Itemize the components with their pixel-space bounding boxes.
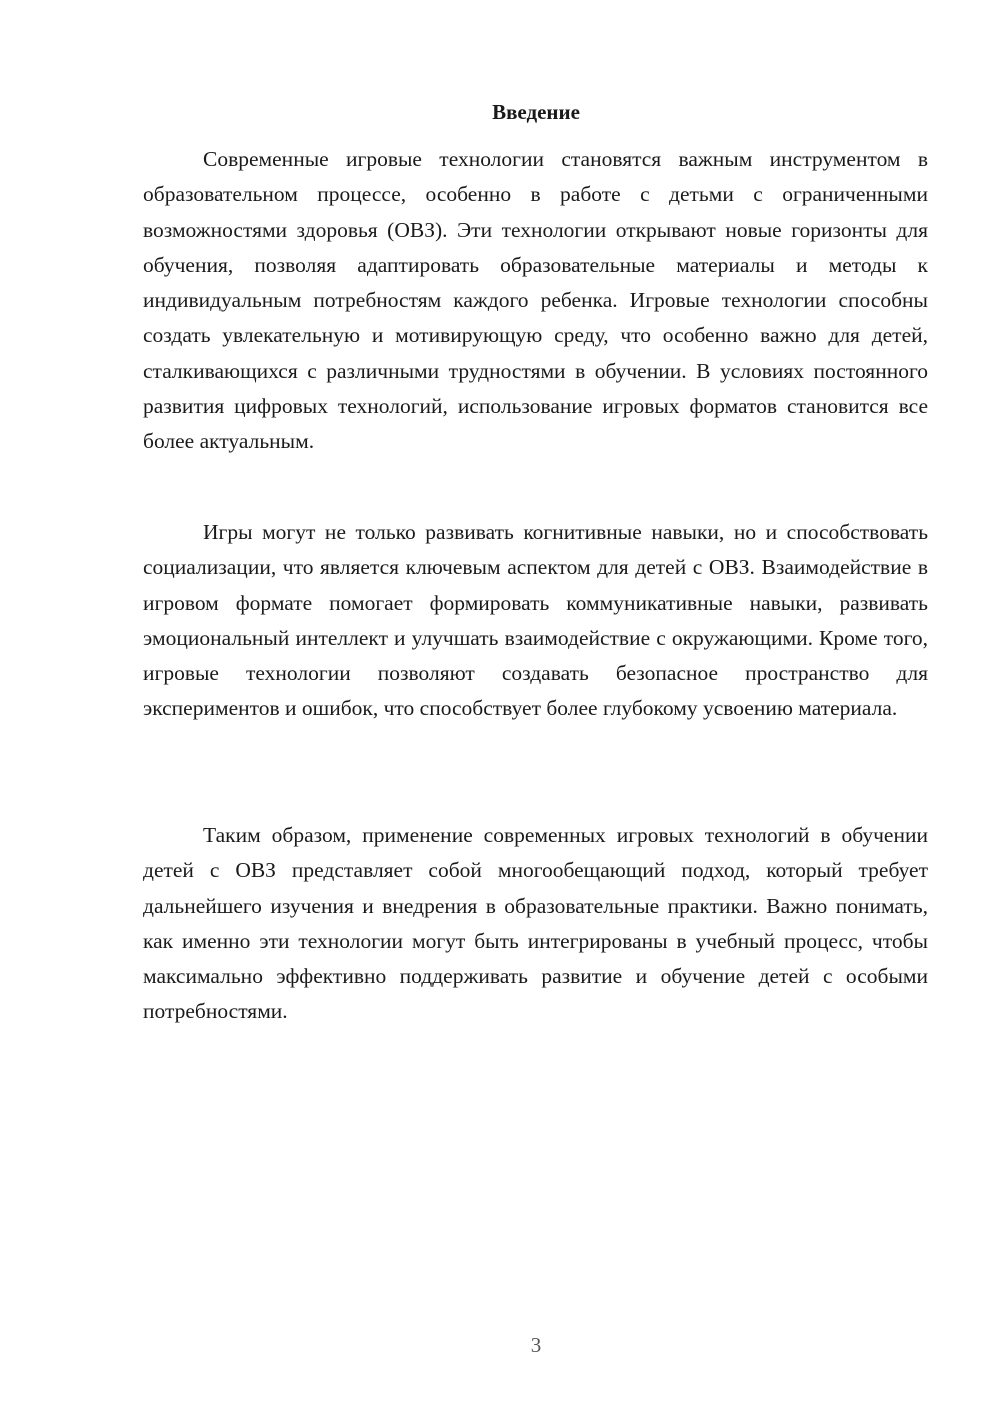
paragraph-1-container: [143, 142, 928, 460]
paragraph-3: Таким образом, применение современных игровых технологий в обучении детей с ОВЗ представляет собой многообещающий подход, который требует дальнейшего изучения и внедрения в образовательные практики. Важно понимать, как именно эти технологии могут быть интегрированы в учебный процесс, чтобы максимально эффективно поддерживать развитие и обучение детей с особыми потребностями.: [143, 823, 928, 1024]
page-title: Введение: [492, 100, 580, 124]
page-number: 3: [530, 1333, 542, 1357]
paragraph-3-container: [143, 818, 928, 1030]
paragraph-1: Современные игровые технологии становятся важным инструментом в образовательном процессе, особенно в работе с детьми с ограниченными возможностями здоровья (ОВЗ). Эти технологии открывают новые горизонты для обучения, позволяя адаптировать образовательные материалы и методы к индивидуальным потребностям каждого ребенка. Игровые технологии способны создать увлекательную и мотивирующую среду, что особенно важно для детей, сталкивающихся с различными трудностями в обучении. В условиях постоянного развития цифровых технологий, использование игровых форматов становится все более актуальным.: [143, 147, 928, 454]
paragraph-2-container: [143, 515, 928, 727]
paragraph-2: Игры могут не только развивать когнитивные навыки, но и способствовать социализации, что является ключевым аспектом для детей с ОВЗ. Взаимодействие в игровом формате помогает формировать коммуникативные навыки, развивать эмоциональный интеллект и улучшать взаимодействие с окружающими. Кроме того, игровые технологии позволяют создавать безопасное пространство для экспериментов и ошибок, что способствует более глубокому усвоению материала.: [143, 520, 928, 721]
